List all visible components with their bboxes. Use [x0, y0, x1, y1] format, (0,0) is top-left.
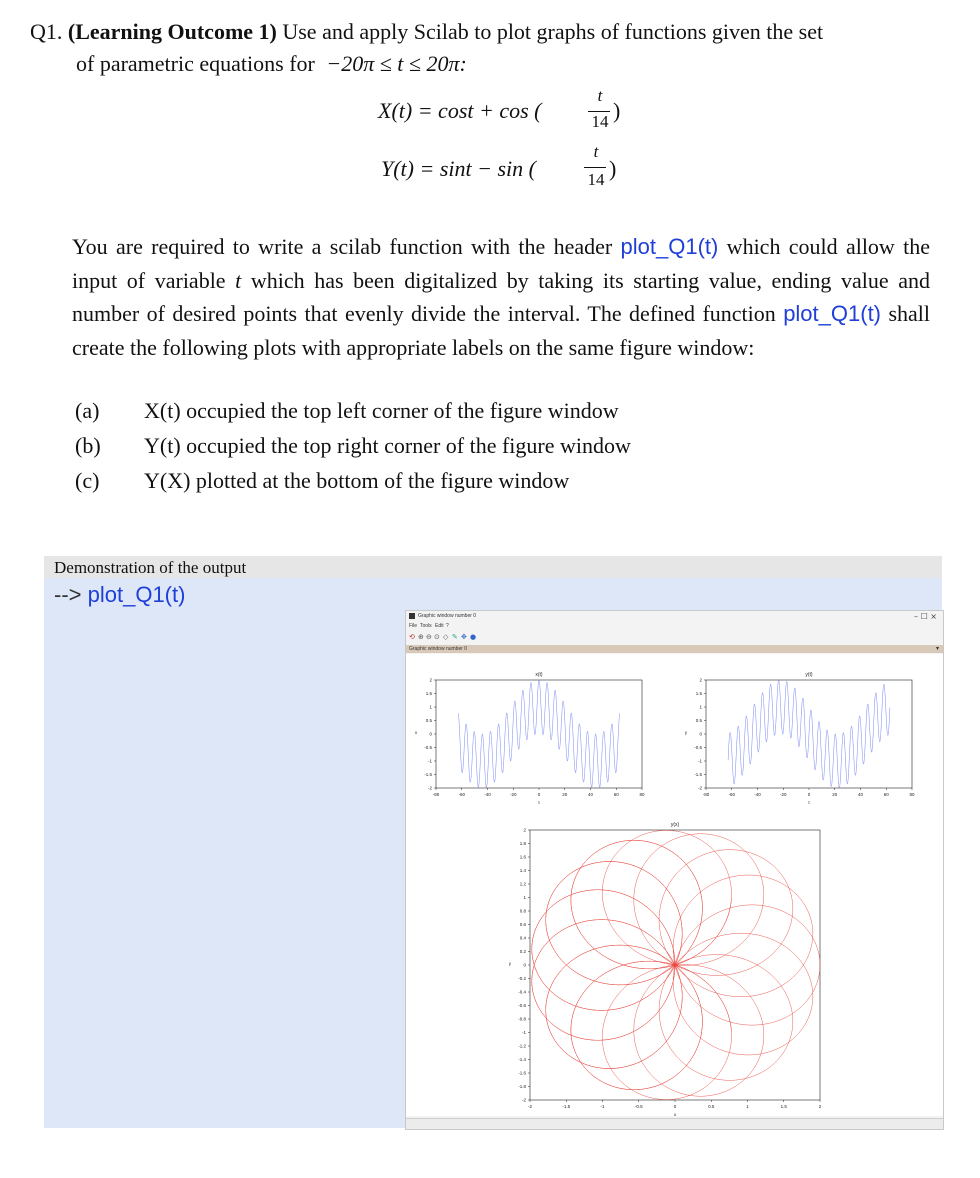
y-tick-label: -1.6: [518, 1070, 526, 1076]
x-tick-label: -40: [484, 792, 491, 797]
menu-bar: [406, 623, 943, 631]
y-tick-label: -1.2: [518, 1043, 526, 1049]
list-mark: (c): [75, 468, 100, 493]
x-tick-label: -80: [432, 792, 440, 797]
y-tick-label: -0.5: [694, 745, 702, 750]
x-tick-label: -0.5: [634, 1104, 643, 1109]
question-intro-line2: of parametric equations for: [76, 51, 315, 76]
y-tick-label: -1.4: [518, 1057, 526, 1062]
variable-t: t: [235, 267, 242, 293]
y-tick-label: 1.8: [519, 841, 526, 846]
y-tick-label: -1: [427, 758, 432, 764]
question-header: [30, 16, 960, 80]
zoom-in-icon[interactable]: ⊕: [418, 633, 424, 641]
instructions-paragraph: [72, 230, 930, 364]
y-axis-label: x: [414, 730, 418, 735]
y-axis-label: y: [508, 961, 512, 966]
para-text-1: You are required to write a scilab function with the header: [72, 234, 621, 259]
x-tick-label: 60: [883, 792, 889, 797]
y-tick-label: 1: [523, 895, 526, 900]
equation-y: Y(t) = sint − sin (: [381, 156, 536, 181]
plots-svg: [406, 654, 943, 1116]
chevron-down-icon[interactable]: ▾: [935, 646, 939, 652]
x-tick-label: -2: [527, 1104, 533, 1109]
y-tick-label: -2: [521, 1097, 526, 1103]
window-controls[interactable]: – ☐ ×: [914, 612, 937, 621]
y-tick-label: -0.5: [424, 745, 432, 750]
y-tick-label: 2: [523, 827, 526, 833]
y-tick-label: 1.5: [425, 691, 432, 696]
y-tick-label: 2: [699, 677, 702, 683]
y-tick-label: 0.5: [425, 718, 432, 723]
x-tick-label: 0: [537, 792, 541, 797]
window-titlebar[interactable]: [406, 611, 943, 623]
x-axis-label: t: [808, 800, 810, 805]
y-tick-label: 0.2: [519, 949, 526, 954]
y-tick-label: 1: [699, 704, 702, 710]
x-tick-label: -1: [600, 1104, 605, 1109]
x-tick-label: 40: [587, 792, 594, 797]
list-mark: (a): [75, 398, 100, 423]
learning-outcome: (Learning Outcome 1): [67, 19, 277, 44]
move-icon[interactable]: ✥: [461, 633, 467, 641]
rotate-icon[interactable]: ⟲: [409, 633, 415, 641]
axes-2: [509, 822, 822, 1116]
y-tick-label: -1: [521, 1030, 526, 1035]
y-tick-label: -0.2: [518, 976, 526, 981]
equation-y-numerator: t: [593, 142, 599, 161]
y-tick-label: -1.5: [694, 772, 702, 777]
x-tick-label: 60: [613, 792, 619, 797]
x-tick-label: 1: [746, 1104, 749, 1109]
x-of-t-series-line: [458, 680, 620, 787]
menu-tools[interactable]: Tools: [420, 623, 432, 629]
question-intro-line1: Use and apply Scilab to plot graphs of functions given the set: [282, 19, 824, 44]
plot-title: y(x): [670, 822, 680, 828]
y-tick-label: -2: [697, 785, 702, 791]
graphic-window[interactable]: [405, 610, 944, 1130]
figure-bar: [406, 645, 943, 653]
x-tick-label: 0.5: [708, 1104, 715, 1109]
window-title: Graphic window number 0: [418, 613, 477, 619]
y-tick-label: -0.4: [518, 989, 526, 995]
equation-y-close: ): [609, 156, 617, 181]
x-tick-label: 40: [857, 792, 864, 797]
edit-icon[interactable]: ✎: [452, 633, 458, 641]
zoom-reset-icon[interactable]: ⊙: [434, 633, 440, 641]
y-tick-label: 1.6: [519, 854, 526, 860]
y-of-t-series-line: [728, 680, 890, 788]
x-tick-label: 1.5: [780, 1104, 787, 1109]
x-tick-label: 20: [562, 792, 568, 797]
x-tick-label: -20: [779, 792, 787, 797]
plot-title: x(t): [535, 672, 543, 678]
y-tick-label: -0.6: [518, 1003, 526, 1008]
x-tick-label: 0: [807, 792, 811, 797]
y-tick-label: -1.5: [424, 772, 432, 777]
y-tick-label: 1: [429, 704, 432, 710]
y-tick-label: 0: [429, 731, 432, 737]
question-number: Q1.: [30, 19, 63, 44]
x-tick-label: -60: [728, 792, 736, 797]
y-tick-label: -0.8: [518, 1016, 526, 1022]
datatip-icon[interactable]: ◇: [443, 633, 449, 641]
help-icon[interactable]: ●: [470, 633, 477, 641]
y-tick-label: 0.4: [519, 935, 526, 941]
function-name-2: plot_Q1(t): [783, 301, 882, 326]
list-text: Y(X) plotted at the bottom of the figure window: [144, 468, 570, 493]
x-tick-label: 0: [673, 1104, 677, 1109]
y-tick-label: -2: [427, 785, 432, 791]
y-tick-label: 2: [429, 677, 432, 683]
x-tick-label: 80: [909, 792, 915, 797]
x-tick-label: 2: [818, 1104, 822, 1109]
equation-x-denominator: 14: [591, 112, 609, 131]
menu-edit[interactable]: Edit: [435, 623, 444, 629]
x-tick-label: -1.5: [562, 1104, 571, 1109]
para-text-3: which has been digitalized by taking its starting value, ending value and number of desired points that evenly divide the interval. The defined function: [72, 267, 930, 326]
y-tick-label: -1: [697, 758, 702, 764]
x-axis-label: t: [538, 800, 540, 805]
equation-x-close: ): [613, 98, 621, 123]
plot-canvas[interactable]: [406, 654, 943, 1116]
x-tick-label: 20: [832, 792, 838, 797]
demo-heading: Demonstration of the output: [44, 556, 942, 578]
y-tick-label: 0.8: [519, 908, 526, 914]
question-range: −20π ≤ t ≤ 20π:: [326, 51, 467, 76]
x-tick-label: -20: [509, 792, 517, 797]
equation-x: X(t) = cost + cos (: [378, 98, 542, 123]
x-tick-label: 80: [639, 792, 645, 797]
y-of-x-series-line: [532, 830, 820, 1099]
console-command: plot_Q1(t): [87, 582, 186, 607]
equation-y-fraction-bar: [584, 167, 606, 168]
console-prompt: [54, 582, 185, 608]
x-tick-label: -60: [458, 792, 466, 797]
y-tick-label: 0: [523, 962, 526, 968]
figure-label: Graphic window number 0: [409, 646, 468, 652]
para-text-2: which could allow the input of variable: [72, 234, 930, 293]
y-axis-label: y: [684, 730, 688, 735]
zoom-out-icon[interactable]: ⊖: [426, 633, 432, 641]
prompt-arrow: -->: [54, 582, 82, 607]
menu-help[interactable]: ?: [446, 623, 449, 629]
y-tick-label: 1.5: [695, 691, 702, 696]
x-axis-label: x: [673, 1112, 677, 1116]
x-tick-label: -80: [702, 792, 710, 797]
equation-x-numerator: t: [597, 86, 603, 105]
plot-frame: [436, 680, 642, 788]
y-tick-label: 1.2: [519, 881, 526, 887]
list-mark: (b): [75, 433, 101, 458]
equation-y-denominator: 14: [587, 170, 605, 189]
list-text: Y(t) occupied the top right corner of the figure window: [144, 433, 631, 458]
list-text: X(t) occupied the top left corner of the figure window: [144, 398, 619, 423]
scilab-icon: [409, 613, 415, 619]
menu-file[interactable]: File: [409, 623, 418, 629]
y-tick-label: -1.8: [518, 1084, 526, 1089]
para-text-4: shall create the following plots with appropriate labels on the same figure window:: [72, 301, 930, 360]
function-name-1: plot_Q1(t): [620, 234, 719, 259]
status-bar: [406, 1118, 943, 1129]
y-tick-label: 0.6: [519, 922, 526, 927]
y-tick-label: 0.5: [695, 718, 702, 723]
x-tick-label: -40: [754, 792, 761, 797]
plot-title: y(t): [805, 672, 813, 678]
toolbar: [406, 633, 943, 643]
y-tick-label: 0: [699, 731, 702, 737]
y-tick-label: 1.4: [519, 868, 526, 873]
